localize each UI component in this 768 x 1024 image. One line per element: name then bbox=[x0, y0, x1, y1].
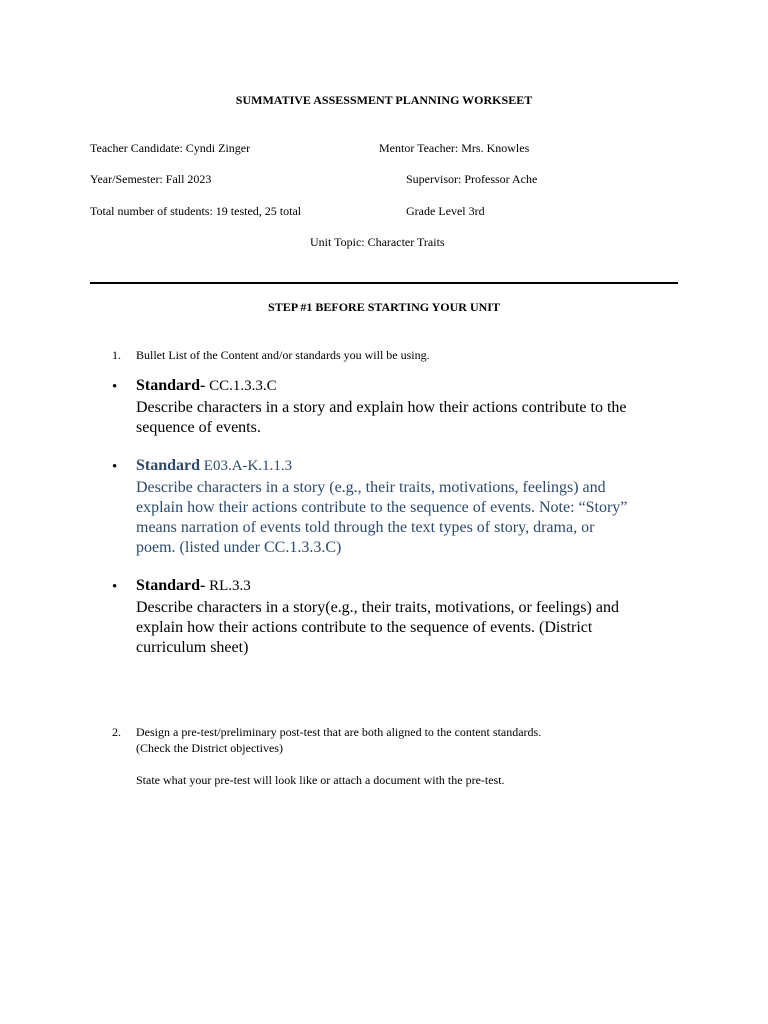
standard-2-line: Describe characters in a story (e.g., their traits, motivations, feelings) and bbox=[136, 479, 606, 496]
mentor-teacher: Mentor Teacher: Mrs. Knowles bbox=[379, 141, 530, 155]
item1-number: 1. bbox=[112, 348, 121, 362]
standard-1-line: Describe characters in a story and explain how their actions contribute to the bbox=[136, 399, 627, 416]
step1-heading: STEP #1 BEFORE STARTING YOUR UNIT bbox=[268, 300, 500, 314]
item2-number: 2. bbox=[112, 725, 121, 739]
standard-3-label: Standard- bbox=[136, 577, 206, 594]
standard-2-heading bbox=[136, 457, 292, 475]
total-students: Total number of students: 19 tested, 25 total bbox=[90, 204, 302, 218]
standard-1-line: sequence of events. bbox=[136, 419, 261, 436]
standard-1-label: Standard- bbox=[136, 377, 206, 394]
standard-3-description bbox=[136, 598, 681, 658]
bullet-icon: • bbox=[112, 579, 118, 595]
standard-2-line: means narration of events told through the text types of story, drama, or bbox=[136, 519, 595, 536]
year-semester: Year/Semester: Fall 2023 bbox=[90, 172, 212, 186]
standard-3-heading bbox=[136, 577, 251, 595]
standard-2-code: E03.A-K.1.1.3 bbox=[200, 458, 293, 474]
item2-line1: Design a pre-test/preliminary post-test that are both aligned to the content standards. bbox=[136, 725, 542, 739]
teacher-candidate: Teacher Candidate: Cyndi Zinger bbox=[90, 141, 251, 155]
standard-1-heading bbox=[136, 377, 277, 395]
document-title: SUMMATIVE ASSESSMENT PLANNING WORKSEET bbox=[235, 93, 533, 107]
standard-1-code: CC.1.3.3.C bbox=[205, 378, 277, 394]
standard-3-line: explain how their actions contribute to the sequence of events. (District bbox=[136, 619, 593, 636]
item1-text: Bullet List of the Content and/or standards you will be using. bbox=[136, 348, 430, 362]
horizontal-divider bbox=[90, 282, 678, 284]
standard-2-line: poem. (listed under CC.1.3.3.C) bbox=[136, 539, 342, 556]
item2-line3: State what your pre-test will look like or attach a document with the pre-test. bbox=[136, 773, 505, 787]
grade-level: Grade Level 3rd bbox=[406, 204, 485, 218]
bullet-icon: • bbox=[112, 379, 118, 395]
standard-3-line: Describe characters in a story(e.g., their traits, motivations, or feelings) and bbox=[136, 599, 619, 616]
standard-3-line: curriculum sheet) bbox=[136, 639, 249, 656]
standard-2-line: explain how their actions contribute to the sequence of events. Note: “Story” bbox=[136, 499, 628, 516]
bullet-icon: • bbox=[112, 459, 118, 475]
standard-1-description bbox=[136, 398, 681, 438]
standard-2-description bbox=[136, 478, 681, 558]
unit-topic: Unit Topic: Character Traits bbox=[310, 235, 445, 249]
standard-2-label: Standard bbox=[136, 457, 201, 474]
supervisor: Supervisor: Professor Ache bbox=[406, 172, 538, 186]
standard-3-code: RL.3.3 bbox=[205, 578, 251, 594]
item2-line2: (Check the District objectives) bbox=[136, 741, 283, 755]
